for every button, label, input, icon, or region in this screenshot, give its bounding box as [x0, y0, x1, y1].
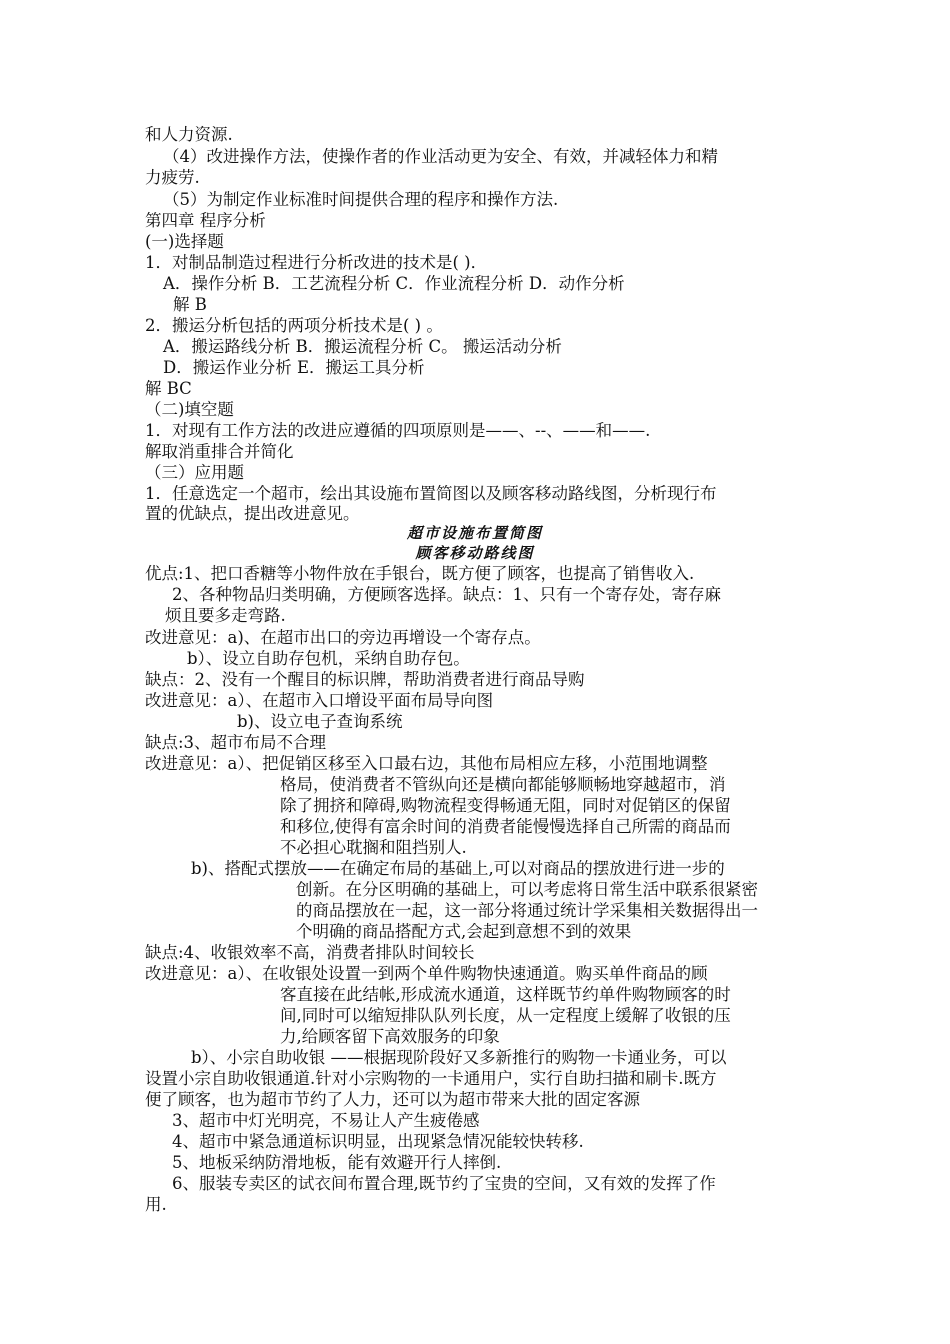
- answer-text: 解 BC: [145, 379, 192, 398]
- text-line: 和人力资源.: [145, 125, 233, 144]
- text-line: 改进意见：a）、在超市入口增设平面布局导向图: [145, 691, 494, 710]
- text-line: b）、小宗自助收银 ——根据现阶段好又多新推行的购物一卡通业务，可以: [191, 1048, 727, 1067]
- section-heading: （三）应用题: [145, 463, 244, 482]
- answer-options: A．操作分析 B．工艺流程分析 C．作业流程分析 D．动作分析: [163, 274, 625, 293]
- text-line: 除了拥挤和障碍,购物流程变得畅通无阻，同时对促销区的保留: [280, 796, 731, 815]
- text-line: b)、搭配式摆放——在确定布局的基础上,可以对商品的摆放进行进一步的: [191, 859, 725, 878]
- question-text: 1．对现有工作方法的改进应遵循的四项原则是——、--、——和——.: [145, 421, 651, 440]
- text-line: 间,同时可以缩短排队队列长度，从一定程度上缓解了收银的压: [280, 1006, 731, 1025]
- answer-options: D．搬运作业分析 E．搬运工具分析: [163, 358, 425, 377]
- text-line: b）、设立自助存包机，采纳自助存包。: [187, 649, 470, 668]
- text-line: 便了顾客，也为超市节约了人力，还可以为超市带来大批的固定客源: [145, 1090, 640, 1109]
- text-line: （5）为制定作业标准时间提供合理的程序和操作方法.: [163, 190, 559, 209]
- text-line: 用.: [145, 1195, 167, 1214]
- text-line: 力,给顾客留下高效服务的印象: [280, 1027, 500, 1046]
- text-line: 2、各种物品归类明确，方便顾客选择。缺点：1、只有一个寄存处，寄存麻: [172, 585, 721, 604]
- question-text: 2．搬运分析包括的两项分析技术是( ) 。: [145, 316, 443, 335]
- text-line: 改进意见：a）、把促销区移至入口最右边，其他布局相应左移，小范围地调整: [145, 754, 708, 773]
- text-line: 客直接在此结帐,形成流水通道，这样既节约单件购物顾客的时: [280, 985, 731, 1004]
- text-line: 设置小宗自助收银通道.针对小宗购物的一卡通用户，实行自助扫描和刷卡.既方: [145, 1069, 717, 1088]
- question-text: 置的优缺点，提出改进意见。: [145, 504, 360, 523]
- text-line: 缺点:4、收银效率不高，消费者排队时间较长: [145, 943, 475, 962]
- figure-title-layout: 超市设施布置简图: [406, 524, 543, 542]
- answer-text: 解取消重排合并简化: [145, 442, 294, 461]
- text-line: 格局，使消费者不管纵向还是横向都能够顺畅地穿越超市，消: [280, 775, 726, 794]
- text-line: 缺点:3、超市布局不合理: [145, 733, 327, 752]
- chapter-heading: 第四章 程序分析: [145, 211, 266, 230]
- text-line: 改进意见：a)、在超市出口的旁边再增设一个寄存点。: [145, 628, 541, 647]
- answer-options: A．搬运路线分析 B．搬运流程分析 C。 搬运活动分析: [163, 337, 562, 356]
- text-line: （4）改进操作方法，使操作者的作业活动更为安全、有效，并减轻体力和精: [163, 147, 718, 166]
- question-text: 1．任意选定一个超市，绘出其设施布置简图以及顾客移动路线图，分析现行布: [145, 484, 717, 503]
- text-line: 个明确的商品搭配方式,会起到意想不到的效果: [296, 922, 632, 941]
- text-line: 烦且要多走弯路.: [165, 606, 286, 625]
- text-line: 6、服装专卖区的试衣间布置合理,既节约了宝贵的空间，又有效的发挥了作: [172, 1174, 716, 1193]
- text-line: 改进意见：a）、在收银处设置一到两个单件购物快速通道。购买单件商品的顾: [145, 964, 708, 983]
- answer-text: 解 B: [173, 295, 207, 314]
- text-line: b)、设立电子查询系统: [237, 712, 403, 731]
- text-line: 创新。在分区明确的基础上，可以考虑将日常生活中联系很紧密: [296, 880, 758, 899]
- text-line: 力疲劳.: [145, 168, 200, 187]
- text-line: 缺点：2、没有一个醒目的标识牌，帮助消费者进行商品导购: [145, 670, 585, 689]
- figure-title-route: 顾客移动路线图: [415, 544, 535, 562]
- section-heading: (一)选择题: [145, 232, 224, 251]
- text-line: 5、地板采纳防滑地板，能有效避开行人摔倒.: [172, 1153, 502, 1172]
- text-line: 优点:1、把口香糖等小物件放在手银台，既方便了顾客，也提高了销售收入.: [145, 564, 695, 583]
- text-line: 3、超市中灯光明亮，不易让人产生疲倦感: [172, 1111, 480, 1130]
- text-line: 和移位,使得有富余时间的消费者能慢慢选择自己所需的商品而: [280, 817, 731, 836]
- text-line: 不必担心耽搁和阻挡别人.: [280, 838, 467, 857]
- text-line: 4、超市中紧急通道标识明显，出现紧急情况能较快转移.: [172, 1132, 584, 1151]
- text-line: 的商品摆放在一起，这一部分将通过统计学采集相关数据得出一: [296, 901, 758, 920]
- question-text: 1．对制品制造过程进行分析改进的技术是( )．: [145, 253, 488, 272]
- section-heading: （二)填空题: [145, 400, 234, 419]
